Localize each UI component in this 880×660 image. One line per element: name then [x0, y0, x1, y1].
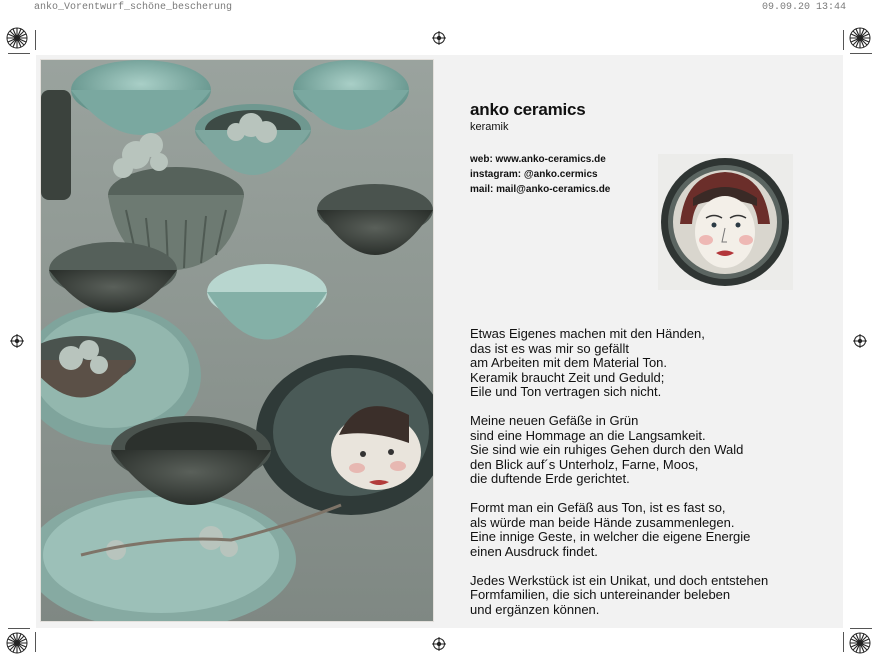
crop-target-icon — [10, 334, 24, 348]
body-copy — [470, 327, 840, 632]
text-line: den Blick auf´s Unterholz, Farne, Moos, — [470, 456, 699, 472]
text-line: Eine innige Geste, in welcher die eigene Energie — [470, 529, 751, 544]
paragraph-1 — [470, 327, 840, 400]
trim-mark — [8, 628, 30, 629]
contact-block — [470, 152, 610, 197]
crop-target-icon — [432, 637, 446, 651]
paragraph-4 — [470, 574, 840, 618]
text-line: Keramik braucht Zeit und Geduld; — [470, 369, 665, 385]
text-line: sind eine Hommage an die Langsamkeit. — [470, 427, 706, 443]
paragraph-2 — [470, 414, 840, 487]
trim-mark — [850, 628, 872, 629]
website-link[interactable]: web: www.anko-ceramics.de — [470, 154, 606, 165]
trim-mark — [843, 632, 844, 652]
paragraph-3 — [470, 501, 840, 559]
text-line: Sie sind wie ein ruhiges Gehen durch den Wald — [470, 442, 744, 457]
text-line: Eile und Ton vertragen sich nicht. — [470, 384, 662, 399]
text-line: Jedes Werkstück ist ein Unikat, und doch entstehen — [470, 572, 769, 588]
instagram-link[interactable]: instagram: @anko.cermics — [470, 169, 598, 180]
brand-title: anko ceramics — [470, 100, 586, 119]
email-link[interactable]: mail: mail@anko-ceramics.de — [470, 184, 611, 195]
text-line: Formt man ein Gefäß aus Ton, ist es fast so, — [470, 500, 726, 515]
text-line: das ist es was mir so gefällt — [470, 340, 629, 356]
trim-mark — [850, 53, 872, 54]
text-line: Meine neuen Gefäße in Grün — [470, 413, 639, 428]
ceramics-photo — [40, 59, 434, 622]
text-line: am Arbeiten mit dem Material Ton. — [470, 355, 668, 370]
registration-mark-icon — [849, 632, 871, 654]
trim-mark — [8, 53, 30, 54]
trim-mark — [35, 30, 36, 50]
painted-plate-photo — [658, 154, 793, 290]
registration-mark-icon — [849, 27, 871, 49]
text-line: und ergänzen können. — [470, 601, 600, 617]
timestamp-slug: 09.09.20 13:44 — [761, 2, 846, 13]
registration-mark-icon — [6, 632, 28, 654]
crop-target-icon — [853, 334, 867, 348]
registration-mark-icon — [6, 27, 28, 49]
text-line: Formfamilien, die sich untereinander beleben — [470, 587, 731, 602]
text-line: die duftende Erde gerichtet. — [470, 471, 630, 486]
trim-mark — [843, 30, 844, 50]
trim-mark — [35, 632, 36, 652]
text-line: Etwas Eigenes machen mit den Händen, — [470, 326, 705, 341]
text-line: einen Ausdruck findet. — [470, 543, 598, 559]
crop-target-icon — [432, 31, 446, 45]
brand-subtitle: keramik — [470, 121, 509, 133]
flyer-page — [36, 55, 843, 628]
file-name-slug: anko_Vorentwurf_schöne_bescherung — [34, 2, 233, 13]
text-line: als würde man beide Hände zusammenlegen. — [470, 514, 735, 530]
